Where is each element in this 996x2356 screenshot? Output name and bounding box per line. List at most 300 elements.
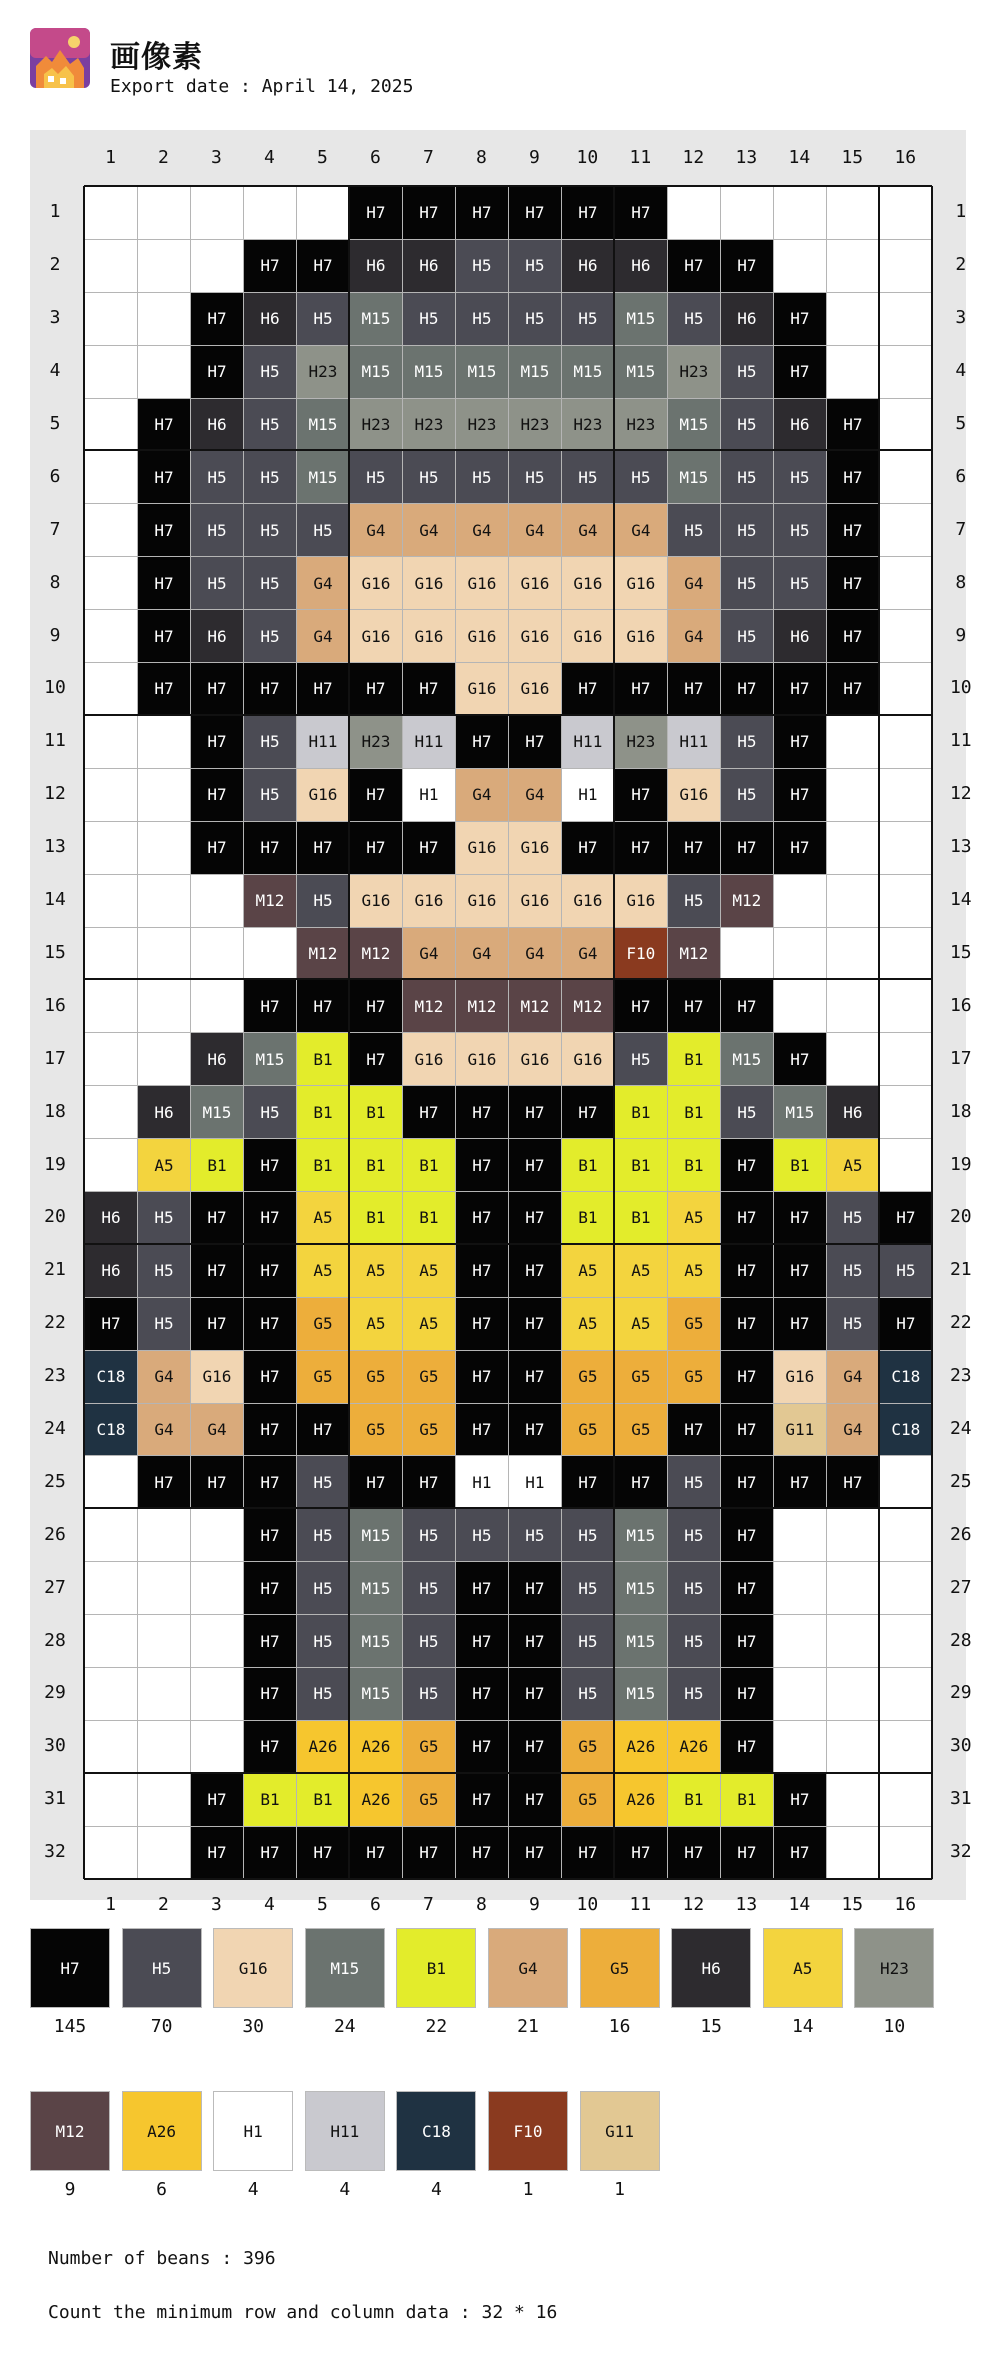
bead-cell <box>879 450 933 504</box>
bead-cell: H7 <box>826 662 880 716</box>
bead-cell: H7 <box>720 239 774 293</box>
grid-divider-horizontal <box>84 1507 932 1509</box>
bead-cell <box>720 186 774 240</box>
bead-cell <box>84 1138 138 1192</box>
bead-cell <box>773 1667 827 1721</box>
bead-cell: H5 <box>508 450 562 504</box>
bead-cell: H7 <box>773 1455 827 1509</box>
bead-cell <box>84 239 138 293</box>
bead-cell: H7 <box>190 662 244 716</box>
legend-count: 4 <box>430 2179 442 2200</box>
row-label: 29 <box>949 1682 972 1704</box>
bead-cell: M12 <box>243 874 297 928</box>
bead-cell: H7 <box>614 1455 668 1509</box>
bead-cell <box>773 927 827 981</box>
bead-cell: H5 <box>296 1614 350 1668</box>
bead-cell: H7 <box>561 186 615 240</box>
bead-cell: H7 <box>296 979 350 1033</box>
bead-cell: C18 <box>879 1403 933 1457</box>
bead-cell: G16 <box>508 821 562 875</box>
bead-cell <box>773 874 827 928</box>
bead-cell: H7 <box>614 186 668 240</box>
bead-cell <box>84 1667 138 1721</box>
bead-cell <box>84 1508 138 1562</box>
bead-cell: H7 <box>455 186 509 240</box>
bead-cell: H23 <box>402 398 456 452</box>
bead-cell <box>137 1773 191 1827</box>
bead-cell <box>84 292 138 346</box>
row-label: 8 <box>955 571 967 593</box>
bead-cell: H1 <box>508 1455 562 1509</box>
legend-swatch: G4 <box>488 1928 568 2008</box>
bead-cell: G5 <box>667 1350 721 1404</box>
bead-cell <box>826 292 880 346</box>
bead-cell: H6 <box>349 239 403 293</box>
bead-cell <box>243 186 297 240</box>
column-label: 2 <box>158 147 169 168</box>
bead-cell: G16 <box>455 556 509 610</box>
bead-cell: H5 <box>826 1297 880 1351</box>
bead-cell <box>137 1826 191 1880</box>
bead-cell <box>826 1773 880 1827</box>
bead-cell <box>879 239 933 293</box>
row-label: 5 <box>955 413 967 435</box>
bead-cell: G4 <box>455 768 509 822</box>
legend-count: 30 <box>242 2016 265 2037</box>
bead-cell <box>137 768 191 822</box>
bead-cell: G4 <box>455 927 509 981</box>
bead-cell: B1 <box>190 1138 244 1192</box>
bead-cell: H7 <box>190 1191 244 1245</box>
bead-cell: H7 <box>508 1826 562 1880</box>
row-label: 25 <box>44 1470 66 1492</box>
bead-cell: M12 <box>508 979 562 1033</box>
row-label: 11 <box>949 730 972 752</box>
bead-cell: B1 <box>349 1085 403 1139</box>
bead-cell: H11 <box>667 715 721 769</box>
bead-cell: H1 <box>402 768 456 822</box>
bead-cell: H1 <box>561 768 615 822</box>
row-label: 9 <box>49 624 61 646</box>
bead-cell: H11 <box>561 715 615 769</box>
bead-cell: H5 <box>296 874 350 928</box>
bead-cell: H7 <box>243 1720 297 1774</box>
row-label: 24 <box>949 1417 972 1439</box>
bead-cell <box>190 927 244 981</box>
bead-cell <box>826 1032 880 1086</box>
bead-cell <box>137 1614 191 1668</box>
legend-swatch: G5 <box>580 1928 660 2008</box>
bead-cell: G4 <box>402 927 456 981</box>
row-label: 15 <box>44 941 66 963</box>
grid-divider-vertical <box>878 186 880 1879</box>
bead-cell: G5 <box>296 1350 350 1404</box>
bead-cell: H5 <box>243 450 297 504</box>
bead-cell: H7 <box>243 1826 297 1880</box>
bead-cell: H7 <box>614 662 668 716</box>
bead-cell: M15 <box>720 1032 774 1086</box>
bead-cell: A5 <box>561 1297 615 1351</box>
bead-cell: H6 <box>826 1085 880 1139</box>
row-label: 10 <box>44 677 66 699</box>
bead-cell: H6 <box>190 398 244 452</box>
column-label: 14 <box>788 147 811 168</box>
bead-cell: H5 <box>296 1667 350 1721</box>
bead-cell: H7 <box>243 1403 297 1457</box>
bead-cell: H5 <box>190 556 244 610</box>
row-label: 20 <box>44 1206 66 1228</box>
grid-divider-horizontal <box>84 714 932 716</box>
bead-cell: G5 <box>561 1720 615 1774</box>
bead-cell: C18 <box>84 1403 138 1457</box>
bead-cell <box>137 1561 191 1615</box>
bead-cell: H7 <box>455 1614 509 1668</box>
bead-cell <box>137 927 191 981</box>
legend-swatch: H11 <box>305 2091 385 2171</box>
bead-cell: A5 <box>826 1138 880 1192</box>
bead-cell: H5 <box>296 503 350 557</box>
row-label: 5 <box>49 413 61 435</box>
bead-cell: G5 <box>561 1773 615 1827</box>
bead-cell: H7 <box>508 1244 562 1298</box>
column-label: 16 <box>894 1893 917 1915</box>
bead-cell: H7 <box>561 821 615 875</box>
bead-cell: H5 <box>561 292 615 346</box>
bead-cell: A5 <box>561 1244 615 1298</box>
bead-cell: G16 <box>455 874 509 928</box>
bead-cell: H7 <box>826 1455 880 1509</box>
bead-cell: H7 <box>773 662 827 716</box>
bead-cell <box>826 1667 880 1721</box>
row-label: 29 <box>44 1682 66 1704</box>
bead-cell <box>879 1032 933 1086</box>
bead-cell <box>826 239 880 293</box>
bead-cell: H7 <box>773 768 827 822</box>
row-label: 17 <box>949 1047 972 1069</box>
bead-cell: G16 <box>508 1032 562 1086</box>
bead-cell <box>84 1773 138 1827</box>
bead-cell <box>879 556 933 610</box>
legend-swatch: H6 <box>671 1928 751 2008</box>
bead-cell: A5 <box>667 1191 721 1245</box>
bead-cell: A5 <box>402 1297 456 1351</box>
bead-cell: H7 <box>190 1244 244 1298</box>
bead-cell: M15 <box>349 1667 403 1721</box>
bead-cell <box>137 821 191 875</box>
bead-cell <box>84 450 138 504</box>
legend-item <box>488 2091 570 2201</box>
bead-cell: H5 <box>720 450 774 504</box>
bead-cell: G5 <box>402 1403 456 1457</box>
bead-cell <box>879 1667 933 1721</box>
bead-cell: H7 <box>720 662 774 716</box>
bead-cell: H7 <box>508 1614 562 1668</box>
bead-cell: G4 <box>508 503 562 557</box>
bead-cell: H7 <box>243 1297 297 1351</box>
bead-cell <box>296 186 350 240</box>
bead-cell: H5 <box>243 1085 297 1139</box>
row-label: 26 <box>44 1523 66 1545</box>
bead-cell <box>879 1773 933 1827</box>
app-title: 画像素 <box>110 40 203 75</box>
bead-cell: H5 <box>667 1561 721 1615</box>
legend-swatch: G16 <box>213 1928 293 2008</box>
bead-cell <box>879 1455 933 1509</box>
column-label: 13 <box>735 1893 758 1915</box>
bead-cell: B1 <box>667 1032 721 1086</box>
bead-cell <box>826 1614 880 1668</box>
bead-cell: M15 <box>614 345 668 399</box>
bead-cell: H7 <box>773 715 827 769</box>
bead-cell: H7 <box>243 1138 297 1192</box>
row-label: 10 <box>949 677 972 699</box>
bead-cell: H7 <box>773 1191 827 1245</box>
bead-cell: A26 <box>296 1720 350 1774</box>
column-label: 5 <box>317 1893 328 1915</box>
bead-cell: H7 <box>508 1350 562 1404</box>
row-label: 22 <box>949 1312 972 1334</box>
bead-cell <box>879 609 933 663</box>
bead-cell: A26 <box>349 1773 403 1827</box>
legend-item <box>122 2091 204 2201</box>
bead-cell: H5 <box>720 715 774 769</box>
bead-cell: H5 <box>667 874 721 928</box>
bead-cell: H7 <box>137 662 191 716</box>
row-label: 27 <box>949 1576 972 1598</box>
bead-cell <box>84 1455 138 1509</box>
bead-cell: H7 <box>720 1826 774 1880</box>
bead-cell <box>84 715 138 769</box>
row-label: 14 <box>44 889 66 911</box>
bead-cell: H7 <box>879 1191 933 1245</box>
bead-cell <box>879 715 933 769</box>
bead-cell: H5 <box>667 1508 721 1562</box>
bead-cell: H5 <box>455 239 509 293</box>
bead-cell: H7 <box>455 715 509 769</box>
bead-cell: G4 <box>296 556 350 610</box>
bead-cell: M15 <box>349 1561 403 1615</box>
legend-count: 15 <box>700 2016 723 2037</box>
bead-cell: M12 <box>402 979 456 1033</box>
bead-cell: H5 <box>773 450 827 504</box>
bead-cell: B1 <box>402 1191 456 1245</box>
bead-cell <box>879 1614 933 1668</box>
row-label: 31 <box>44 1788 66 1810</box>
bead-cell: H5 <box>243 609 297 663</box>
bead-cell <box>84 979 138 1033</box>
bead-cell <box>84 927 138 981</box>
bead-cell: H5 <box>720 398 774 452</box>
bead-cell <box>826 979 880 1033</box>
row-label: 28 <box>949 1629 972 1651</box>
bead-cell: H6 <box>720 292 774 346</box>
bead-cell: H7 <box>720 1350 774 1404</box>
bead-cell: H5 <box>137 1244 191 1298</box>
legend-swatch: A5 <box>763 1928 843 2008</box>
legend-count: 4 <box>339 2179 351 2200</box>
bead-cell: H7 <box>455 1085 509 1139</box>
bead-cell: A5 <box>349 1244 403 1298</box>
legend-item <box>763 1928 845 2038</box>
bead-cell <box>137 1667 191 1721</box>
row-label: 13 <box>44 836 66 858</box>
bead-cell: A26 <box>614 1720 668 1774</box>
bead-cell: G16 <box>508 609 562 663</box>
bead-cell <box>137 292 191 346</box>
bead-cell: H6 <box>773 609 827 663</box>
row-label: 19 <box>949 1153 972 1175</box>
bead-cell: H7 <box>508 1667 562 1721</box>
bead-cell: H7 <box>137 556 191 610</box>
bead-cell: G16 <box>402 1032 456 1086</box>
column-label: 12 <box>682 147 705 168</box>
legend-item <box>30 2091 112 2201</box>
pattern-stats <box>48 2248 557 2356</box>
row-label: 15 <box>949 941 972 963</box>
row-label: 21 <box>44 1259 66 1281</box>
legend-item <box>396 2091 478 2201</box>
bead-cell: G16 <box>455 821 509 875</box>
bead-cell: H5 <box>402 1614 456 1668</box>
bead-cell: G16 <box>508 662 562 716</box>
bead-cell: H7 <box>720 1508 774 1562</box>
legend-count: 22 <box>425 2016 448 2037</box>
bead-cell: H5 <box>190 503 244 557</box>
bead-cell: H7 <box>84 1297 138 1351</box>
bead-cell: H7 <box>349 1032 403 1086</box>
bead-cell <box>879 1138 933 1192</box>
column-label: 7 <box>422 147 434 168</box>
bead-cell: H7 <box>455 1403 509 1457</box>
column-label: 10 <box>576 1893 599 1915</box>
bead-cell <box>84 874 138 928</box>
row-label: 32 <box>949 1841 972 1863</box>
bead-cell: G16 <box>349 556 403 610</box>
bead-cell: M15 <box>614 1667 668 1721</box>
bead-cell: H5 <box>561 1508 615 1562</box>
bead-cell: G4 <box>561 503 615 557</box>
bead-cell: H5 <box>296 1561 350 1615</box>
bead-cell: H7 <box>667 239 721 293</box>
bead-cell: H7 <box>243 1667 297 1721</box>
column-label: 3 <box>211 1893 222 1915</box>
column-label: 1 <box>105 147 116 168</box>
legend-swatch: M12 <box>30 2091 110 2171</box>
bead-cell: H5 <box>667 503 721 557</box>
bead-cell: B1 <box>296 1032 350 1086</box>
bead-cell: H5 <box>720 1085 774 1139</box>
bead-cell: M15 <box>667 450 721 504</box>
bead-cell: G5 <box>614 1403 668 1457</box>
bead-cell: B1 <box>349 1138 403 1192</box>
bead-cell <box>826 927 880 981</box>
row-label: 9 <box>955 624 967 646</box>
grid-divider-horizontal <box>84 185 932 187</box>
bead-cell: M12 <box>667 927 721 981</box>
bead-cell: H5 <box>243 715 297 769</box>
bead-cell: H5 <box>243 503 297 557</box>
legend-item <box>213 2091 295 2201</box>
bead-cell: H7 <box>508 715 562 769</box>
bead-cell: H7 <box>243 1508 297 1562</box>
bead-cell <box>190 239 244 293</box>
bead-cell: M15 <box>773 1085 827 1139</box>
bead-cell: H6 <box>190 1032 244 1086</box>
bead-cell: H7 <box>402 186 456 240</box>
bead-cell <box>84 1720 138 1774</box>
bead-cell: A5 <box>137 1138 191 1192</box>
row-label: 7 <box>49 518 61 540</box>
bead-cell <box>826 345 880 399</box>
bead-cell <box>137 239 191 293</box>
bead-cell <box>667 186 721 240</box>
bead-cell: G16 <box>455 609 509 663</box>
row-label: 23 <box>44 1365 66 1387</box>
bead-cell: H23 <box>508 398 562 452</box>
bead-cell: H6 <box>402 239 456 293</box>
bead-cell: H7 <box>190 292 244 346</box>
column-label: 6 <box>370 1893 381 1915</box>
bead-cell: H5 <box>561 1614 615 1668</box>
bead-cell: H5 <box>720 556 774 610</box>
bead-cell: H23 <box>296 345 350 399</box>
bead-cell <box>826 1508 880 1562</box>
row-label: 2 <box>49 254 61 276</box>
bead-cell: H7 <box>455 1350 509 1404</box>
bead-cell <box>137 1720 191 1774</box>
bead-cell: H11 <box>296 715 350 769</box>
bead-cell <box>879 768 933 822</box>
bead-cell <box>84 398 138 452</box>
column-label: 7 <box>422 1893 434 1915</box>
bead-cell <box>190 1508 244 1562</box>
bead-cell: H7 <box>667 1403 721 1457</box>
bead-cell: H7 <box>190 345 244 399</box>
bead-cell: H7 <box>402 1455 456 1509</box>
bead-cell: A5 <box>296 1244 350 1298</box>
bead-cell: H7 <box>508 1720 562 1774</box>
bead-cell: H7 <box>720 1667 774 1721</box>
row-label: 1 <box>49 201 61 223</box>
row-label: 3 <box>49 307 61 329</box>
bead-cell: H5 <box>296 1508 350 1562</box>
grid-divider-vertical <box>931 186 933 1879</box>
column-label: 9 <box>528 1893 540 1915</box>
bead-cell: H7 <box>879 1297 933 1351</box>
bead-cell <box>84 345 138 399</box>
bead-cell: A5 <box>614 1244 668 1298</box>
legend-swatch: H1 <box>213 2091 293 2171</box>
bead-cell: M15 <box>243 1032 297 1086</box>
bead-cell: H5 <box>455 292 509 346</box>
bead-cell: G4 <box>667 609 721 663</box>
bead-cell: H23 <box>667 345 721 399</box>
bead-cell <box>190 1561 244 1615</box>
bead-cell: H7 <box>773 1773 827 1827</box>
bead-cell <box>773 1508 827 1562</box>
bead-cell <box>84 662 138 716</box>
bead-cell: H7 <box>455 1191 509 1245</box>
bead-cell: G4 <box>190 1403 244 1457</box>
bead-cell <box>84 503 138 557</box>
bead-cell <box>879 662 933 716</box>
bead-cell: A5 <box>402 1244 456 1298</box>
bead-cell: H23 <box>349 398 403 452</box>
legend-count: 4 <box>247 2179 259 2200</box>
bead-cell <box>879 1561 933 1615</box>
bead-cell <box>879 927 933 981</box>
column-label: 8 <box>475 1893 487 1915</box>
